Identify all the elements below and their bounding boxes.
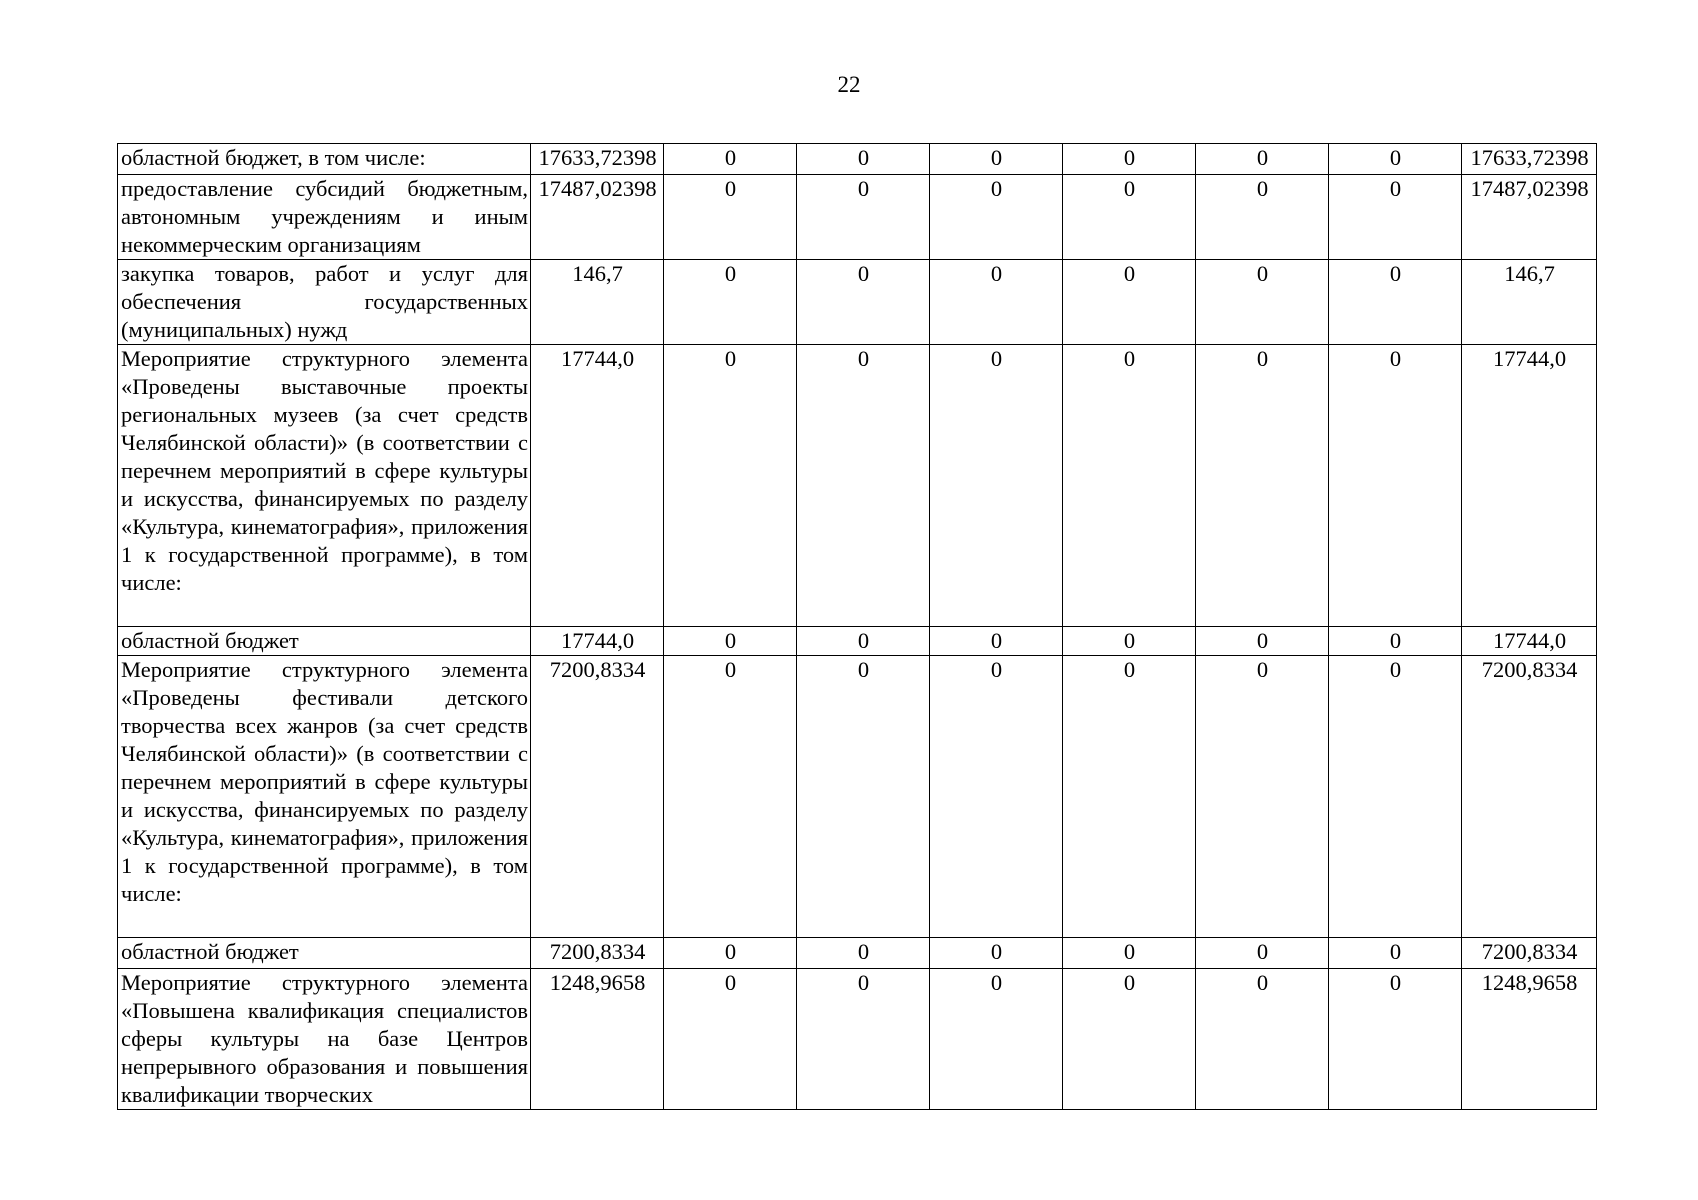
- value-cell: 0: [797, 260, 930, 345]
- page-number: 22: [837, 72, 861, 97]
- value-cell: 17487,02398: [531, 175, 664, 260]
- total-cell: 1248,9658: [1462, 969, 1597, 1110]
- value-cell: 0: [664, 144, 797, 175]
- value-cell: 0: [1196, 260, 1329, 345]
- table-row: [118, 175, 1597, 260]
- row-description: областной бюджет: [118, 627, 531, 656]
- value-cell: 0: [1063, 260, 1196, 345]
- value-cell: 17744,0: [531, 345, 664, 627]
- value-cell: 17633,72398: [531, 144, 664, 175]
- value-cell: 0: [1196, 627, 1329, 656]
- table-row: [118, 969, 1597, 1110]
- value-cell: 0: [1196, 969, 1329, 1110]
- value-cell: 0: [1329, 144, 1462, 175]
- value-cell: 0: [797, 938, 930, 969]
- value-cell: 0: [930, 627, 1063, 656]
- table-row: [118, 260, 1597, 345]
- value-cell: 0: [1063, 345, 1196, 627]
- value-cell: 146,7: [531, 260, 664, 345]
- table-row: [118, 627, 1597, 656]
- table-row: [118, 144, 1597, 175]
- value-cell: 0: [930, 656, 1063, 938]
- value-cell: 0: [797, 144, 930, 175]
- row-description: областной бюджет: [118, 938, 531, 969]
- value-cell: 0: [930, 175, 1063, 260]
- value-cell: 0: [930, 144, 1063, 175]
- value-cell: 0: [664, 260, 797, 345]
- row-description: областной бюджет, в том числе:: [118, 144, 531, 175]
- value-cell: 0: [664, 627, 797, 656]
- value-cell: 0: [1196, 144, 1329, 175]
- total-cell: 17487,02398: [1462, 175, 1597, 260]
- table-row: [118, 938, 1597, 969]
- total-cell: 7200,8334: [1462, 938, 1597, 969]
- total-cell: 17744,0: [1462, 627, 1597, 656]
- value-cell: 0: [1329, 969, 1462, 1110]
- value-cell: 0: [1329, 260, 1462, 345]
- value-cell: 0: [797, 969, 930, 1110]
- value-cell: 0: [1063, 175, 1196, 260]
- value-cell: 0: [1063, 656, 1196, 938]
- value-cell: 0: [1329, 938, 1462, 969]
- row-description: Мероприятие структурного элемента «Проведены выставочные проекты региональных музеев (за счет средств Челябинской области)» (в соответствии с перечнем мероприятий в сфере культуры и искусства, финансируемых по разделу «Культура, кинематография», приложения 1 к государственной программе), в том числе:: [118, 345, 531, 627]
- row-description: закупка товаров, работ и услуг для обеспечения государственных (муниципальных) нужд: [118, 260, 531, 345]
- table-row: [118, 345, 1597, 627]
- value-cell: 0: [797, 627, 930, 656]
- value-cell: 7200,8334: [531, 938, 664, 969]
- value-cell: 0: [930, 260, 1063, 345]
- value-cell: 0: [664, 969, 797, 1110]
- value-cell: 0: [1329, 345, 1462, 627]
- row-description: Мероприятие структурного элемента «Повышена квалификация специалистов сферы культуры на базе Центров непрерывного образования и повышения квалификации творческих: [118, 969, 531, 1110]
- value-cell: 0: [664, 656, 797, 938]
- total-cell: 146,7: [1462, 260, 1597, 345]
- value-cell: 0: [1196, 656, 1329, 938]
- value-cell: 0: [1063, 969, 1196, 1110]
- total-cell: 17744,0: [1462, 345, 1597, 627]
- value-cell: 0: [1196, 175, 1329, 260]
- total-cell: 7200,8334: [1462, 656, 1597, 938]
- value-cell: 0: [930, 938, 1063, 969]
- value-cell: 0: [797, 345, 930, 627]
- row-description: Мероприятие структурного элемента «Проведены фестивали детского творчества всех жанров (за счет средств Челябинской области)» (в соответствии с перечнем мероприятий в сфере культуры и искусства, финансируемых по разделу «Культура, кинематография», приложения 1 к государственной программе), в том числе:: [118, 656, 531, 938]
- total-cell: 17633,72398: [1462, 144, 1597, 175]
- value-cell: 0: [664, 938, 797, 969]
- value-cell: 0: [1063, 627, 1196, 656]
- table-row: [118, 656, 1597, 938]
- row-description: предоставление субсидий бюджетным, автономным учреждениям и иным некоммерческим организациям: [118, 175, 531, 260]
- value-cell: 0: [664, 345, 797, 627]
- value-cell: 17744,0: [531, 627, 664, 656]
- value-cell: 0: [797, 656, 930, 938]
- value-cell: 0: [1063, 144, 1196, 175]
- value-cell: 0: [664, 175, 797, 260]
- value-cell: 0: [797, 175, 930, 260]
- value-cell: 0: [1329, 627, 1462, 656]
- budget-table: [117, 143, 1597, 1110]
- value-cell: 1248,9658: [531, 969, 664, 1110]
- value-cell: 0: [930, 345, 1063, 627]
- value-cell: 0: [930, 969, 1063, 1110]
- value-cell: 0: [1196, 345, 1329, 627]
- value-cell: 7200,8334: [531, 656, 664, 938]
- value-cell: 0: [1063, 938, 1196, 969]
- value-cell: 0: [1196, 938, 1329, 969]
- value-cell: 0: [1329, 175, 1462, 260]
- value-cell: 0: [1329, 656, 1462, 938]
